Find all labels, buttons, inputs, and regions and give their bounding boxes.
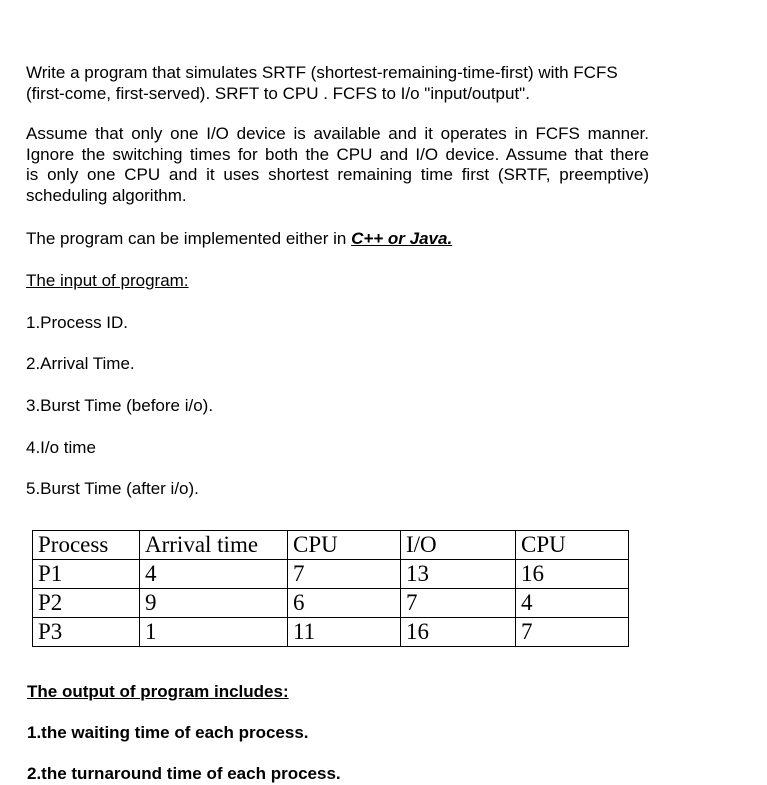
header-cpu-after: CPU bbox=[516, 531, 629, 560]
header-process: Process bbox=[33, 531, 140, 560]
table-cell: 4 bbox=[516, 589, 629, 618]
table-cell: 1 bbox=[140, 618, 288, 647]
output-item-1: 1.the waiting time of each process. bbox=[27, 723, 309, 742]
table-cell: P3 bbox=[33, 618, 140, 647]
assumptions-line-1: Assume that only one I/O device is available and it operates in FCFS manner. bbox=[26, 124, 649, 143]
assumptions-line-2: Ignore the switching times for both the CPU and I/O device. Assume that there bbox=[26, 144, 649, 164]
table-row bbox=[33, 589, 629, 618]
assumptions-line-4: scheduling algorithm. bbox=[26, 185, 187, 205]
table-cell: P2 bbox=[33, 589, 140, 618]
language-prefix: The program can be implemented either in bbox=[26, 229, 352, 248]
table-row bbox=[33, 618, 629, 647]
language-emphasis: C++ or Java. bbox=[351, 229, 453, 248]
input-heading: The input of program: bbox=[26, 271, 189, 290]
header-cpu-before: CPU bbox=[288, 531, 401, 560]
input-item-2: 2.Arrival Time. bbox=[26, 354, 135, 373]
table-cell: 7 bbox=[288, 560, 401, 589]
table-cell: 16 bbox=[516, 560, 629, 589]
assumptions-paragraph bbox=[26, 124, 649, 206]
input-item-1: 1.Process ID. bbox=[26, 313, 129, 332]
assumptions-line-3: is only one CPU and it uses shortest remaining time first (SRTF, preemptive) bbox=[26, 165, 649, 184]
input-item-4: 4.I/o time bbox=[26, 438, 96, 457]
table-row bbox=[33, 560, 629, 589]
header-arrival-time: Arrival time bbox=[140, 531, 288, 560]
table-cell: 4 bbox=[140, 560, 288, 589]
table-cell: 6 bbox=[288, 589, 401, 618]
table-header-row bbox=[33, 531, 629, 560]
input-item-3: 3.Burst Time (before i/o). bbox=[26, 396, 214, 415]
table-cell: P1 bbox=[33, 560, 140, 589]
output-heading: The output of program includes: bbox=[27, 682, 289, 701]
table-cell: 7 bbox=[516, 618, 629, 647]
table-cell: 9 bbox=[140, 589, 288, 618]
table-cell: 16 bbox=[401, 618, 516, 647]
process-table bbox=[32, 530, 629, 647]
table-cell: 7 bbox=[401, 589, 516, 618]
language-paragraph bbox=[26, 229, 452, 250]
intro-paragraph bbox=[26, 63, 618, 104]
intro-line-1: Write a program that simulates SRTF (shortest-remaining-time-first) with FCFS bbox=[26, 63, 618, 82]
output-item-2: 2.the turnaround time of each process. bbox=[27, 764, 341, 783]
input-item-5: 5.Burst Time (after i/o). bbox=[26, 479, 199, 498]
table-cell: 13 bbox=[401, 560, 516, 589]
header-io: I/O bbox=[401, 531, 516, 560]
table-cell: 11 bbox=[288, 618, 401, 647]
intro-line-2: (first-come, first-served). SRFT to CPU . FCFS to I/o "input/output". bbox=[26, 83, 530, 103]
